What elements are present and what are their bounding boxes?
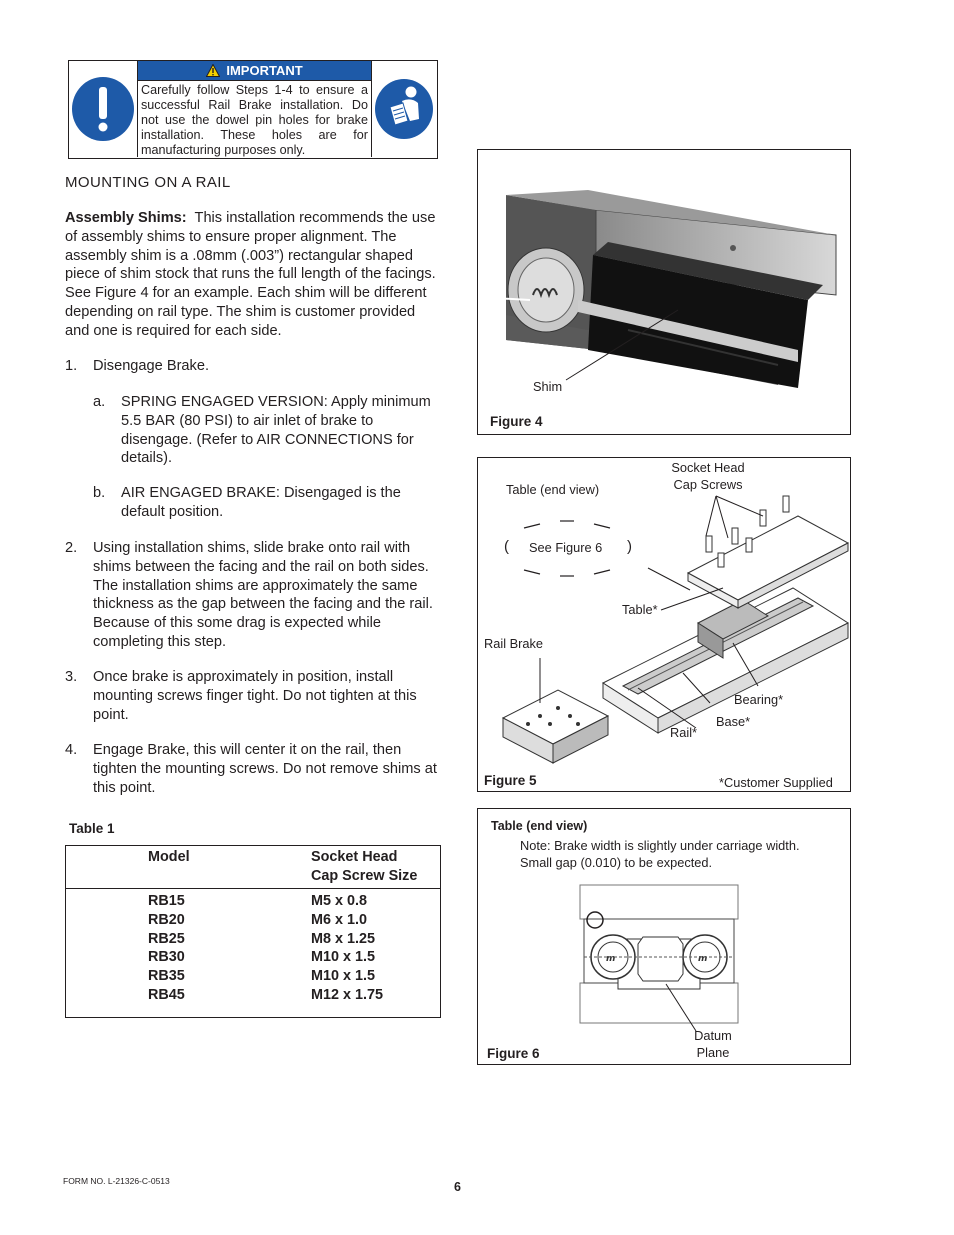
end-view-illustration	[478, 809, 849, 1063]
exclamation-icon	[69, 61, 137, 157]
figure-6	[477, 808, 851, 1065]
cap-screws-label: Cap Screws	[673, 477, 743, 492]
step-3-number: 3.	[65, 669, 78, 685]
read-manual-icon	[372, 61, 437, 157]
table-header	[66, 846, 440, 889]
assembly-shims-text: This installation recommends the use of assembly shims to ensure proper alignment. The assembly shim is a .08mm (.003”) rectangular shaped piece of shim stock that runs the full length of the facings. See Figure 4 for an example. Each shim will be different depending on rail type. The shim is customer provided and one is required for each side.	[65, 210, 436, 339]
plane-label: Plane	[696, 1045, 730, 1060]
header-cap-screw-size: Cap Screw Size	[311, 868, 418, 884]
table-row-model: RB35	[148, 968, 185, 984]
rail-brake-label: Rail Brake	[484, 636, 544, 651]
important-icon-cell	[69, 61, 138, 157]
assembly-shims-lead: Assembly Shims:	[65, 210, 187, 226]
important-message: Carefully follow Steps 1-4 to ensure a successful Rail Brake installation. Do not use the dowel pin holes for brake installation. These holes are for manufacturing purposes only.	[141, 83, 368, 157]
figure-4	[477, 149, 851, 435]
figure-6-title: Table (end view)	[491, 819, 588, 833]
socket-head-label: Socket Head	[671, 460, 745, 475]
important-notice	[68, 60, 438, 159]
figure-6-note-line-1: Note: Brake width is slightly under carriage width.	[520, 838, 800, 853]
step-3-text: Once brake is approximately in position, install mounting screws finger tight. Do not tighten at this point.	[93, 669, 417, 723]
figure-6-caption: Figure 6	[487, 1046, 540, 1061]
step-2-text: Using installation shims, slide brake onto rail with shims between the facing and the rail on both sides. The installation shims are approximately the same thickness as the gap between the facing and the rail. Because of this some drag is expected while completing this step.	[93, 540, 433, 650]
screw-size-table	[65, 845, 441, 1018]
datum-label: Datum	[694, 1028, 732, 1043]
see-figure-6-label: See Figure 6	[529, 540, 603, 555]
step-2-number: 2.	[65, 540, 78, 556]
substep-a-text: SPRING ENGAGED VERSION: Apply minimum 5.5 BAR (80 PSI) to air inlet of brake to disengage. (Refer to AIR CONNECTIONS for details).	[121, 394, 431, 467]
step-4-text: Engage Brake, this will center it on the rail, then tighten the mounting screws. Do not remove shims at this point.	[93, 742, 437, 796]
table-row-model: RB15	[148, 893, 185, 909]
table-row-size: M12 x 1.75	[311, 987, 384, 1003]
warning-icon	[206, 64, 220, 77]
bearing-label: Bearing*	[734, 692, 784, 707]
svg-text:m: m	[606, 954, 616, 964]
form-number: FORM NO. L-21326-C-0513	[63, 1176, 170, 1186]
rail-assembly-illustration	[478, 458, 849, 790]
step-4-number: 4.	[65, 742, 78, 758]
base-label: Base*	[716, 714, 751, 729]
right-parenthesis: )	[627, 538, 632, 555]
step-1-text: Disengage Brake.	[93, 358, 210, 374]
table-row-model: RB20	[148, 912, 185, 928]
table-row-size: M5 x 0.8	[311, 893, 367, 909]
table-row-size: M6 x 1.0	[311, 912, 367, 928]
important-title: IMPORTANT	[226, 63, 303, 78]
important-banner	[138, 61, 371, 81]
figure-5-caption: Figure 5	[484, 773, 537, 788]
shim-label: Shim	[533, 379, 563, 394]
page-number: 6	[454, 1180, 461, 1194]
read-manual-icon-cell	[371, 61, 437, 157]
assembly-shims-paragraph	[65, 209, 443, 341]
table-row-size: M10 x 1.5	[311, 968, 375, 984]
table-caption: Table 1	[69, 821, 115, 836]
substep-b-letter: b.	[93, 485, 106, 501]
table-label: Table*	[622, 602, 658, 617]
table-end-view-label: Table (end view)	[506, 482, 600, 497]
table-row-size: M10 x 1.5	[311, 949, 375, 965]
table-row-size: M8 x 1.25	[311, 931, 375, 947]
figure-6-note-line-2: Small gap (0.010) to be expected.	[520, 855, 713, 870]
header-socket-head: Socket Head	[311, 849, 398, 865]
section-title: MOUNTING ON A RAIL	[65, 174, 231, 191]
table-row-model: RB45	[148, 987, 185, 1003]
figure-5	[477, 457, 851, 792]
table-row-model: RB25	[148, 931, 185, 947]
customer-supplied-note: *Customer Supplied	[719, 775, 833, 790]
left-parenthesis: (	[504, 538, 509, 555]
figure-4-caption: Figure 4	[490, 414, 543, 429]
table-row-model: RB30	[148, 949, 185, 965]
substep-b-text: AIR ENGAGED BRAKE: Disengaged is the default position.	[121, 485, 401, 520]
substep-a-letter: a.	[93, 394, 106, 410]
rail-label: Rail*	[670, 725, 698, 740]
step-1-number: 1.	[65, 358, 78, 374]
header-model: Model	[148, 849, 190, 865]
svg-text:m: m	[698, 954, 708, 964]
